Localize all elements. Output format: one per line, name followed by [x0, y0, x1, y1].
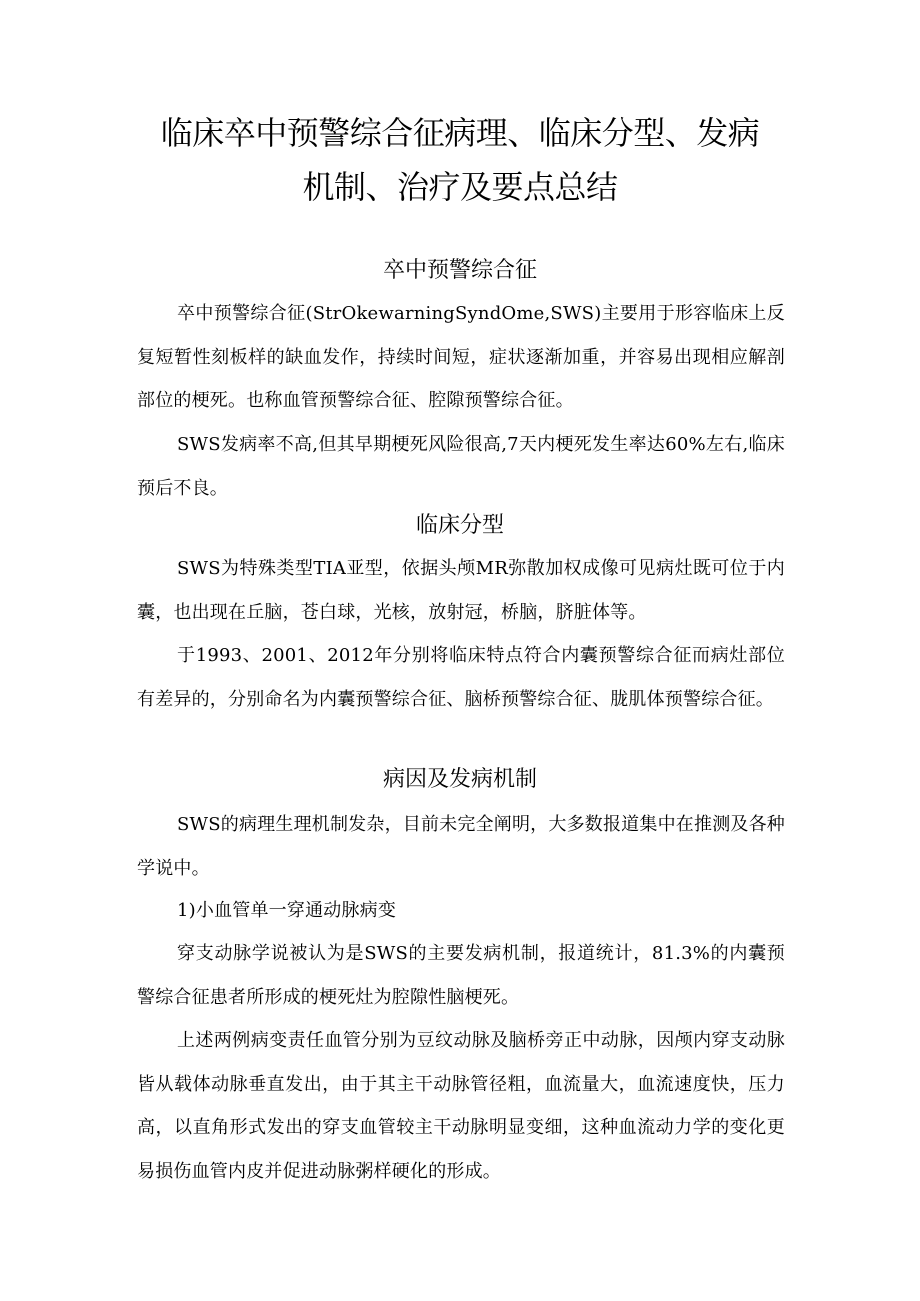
paragraph-mechanism-perforator: 穿支动脉学说被认为是SWS的主要发病机制，报道统计，81.3%的内囊预警综合征患者所形成的梗死灶为腔隙性脑梗死。: [137, 943, 785, 1008]
paragraph-sws-incidence: SWS发病率不高,但其早期梗死风险很高,7天内梗死发生率达60%左右,临床预后不良。: [137, 434, 785, 499]
paragraph-classification-lesion: SWS为特殊类型TIA亚型，依据头颅MR弥散加权成像可见病灶既可位于内囊，也出现在丘脑，苍白球，光核，放射冠，桥脑，脐脏体等。: [137, 558, 785, 623]
paragraph-mechanism-subheading: 1)小血管单一穿通动脉病变: [177, 900, 397, 921]
section-heading-mechanism: 病因及发病机制: [382, 767, 537, 792]
paragraph-sws-definition: 卒中预警综合征(StrOkewarningSyndOme,SWS)主要用于形容临床上反复短暂性刻板样的缺血发作，持续时间短，症状逐渐加重，并容易出现相应解剖部位的梗死。也称血管预警综合征、腔隙预警综合征。: [137, 303, 785, 411]
title-line-1: 临床卒中预警综合征病理、临床分型、发病: [160, 114, 760, 152]
title-line-2: 机制、治疗及要点总结: [302, 168, 618, 206]
paragraph-classification-naming: 于1993、2001、2012年分别将临床特点符合内囊预警综合征而病灶部位有差异的，分别命名为内囊预警综合征、脑桥预警综合征、胧肌体预警综合征。: [137, 645, 785, 710]
section-heading-sws: 卒中预警综合征: [382, 258, 537, 283]
section-heading-classification: 临床分型: [415, 513, 504, 538]
paragraph-mechanism-hemodynamics: 上述两例病变责任血管分别为豆纹动脉及脑桥旁正中动脉，因颅内穿支动脉皆从载体动脉垂直发出，由于其主干动脉管径粗，血流量大，血流速度快，压力高，以直角形式发出的穿支血管较主干动脉明显变细，这种血流动力学的变化更易损伤血管内皮并促进动脉粥样硬化的形成。: [137, 1030, 785, 1182]
document-title: [120, 106, 800, 214]
paragraph-mechanism-intro: SWS的病理生理机制发杂，目前未完全阐明，大多数报道集中在推测及各种学说中。: [137, 814, 785, 879]
